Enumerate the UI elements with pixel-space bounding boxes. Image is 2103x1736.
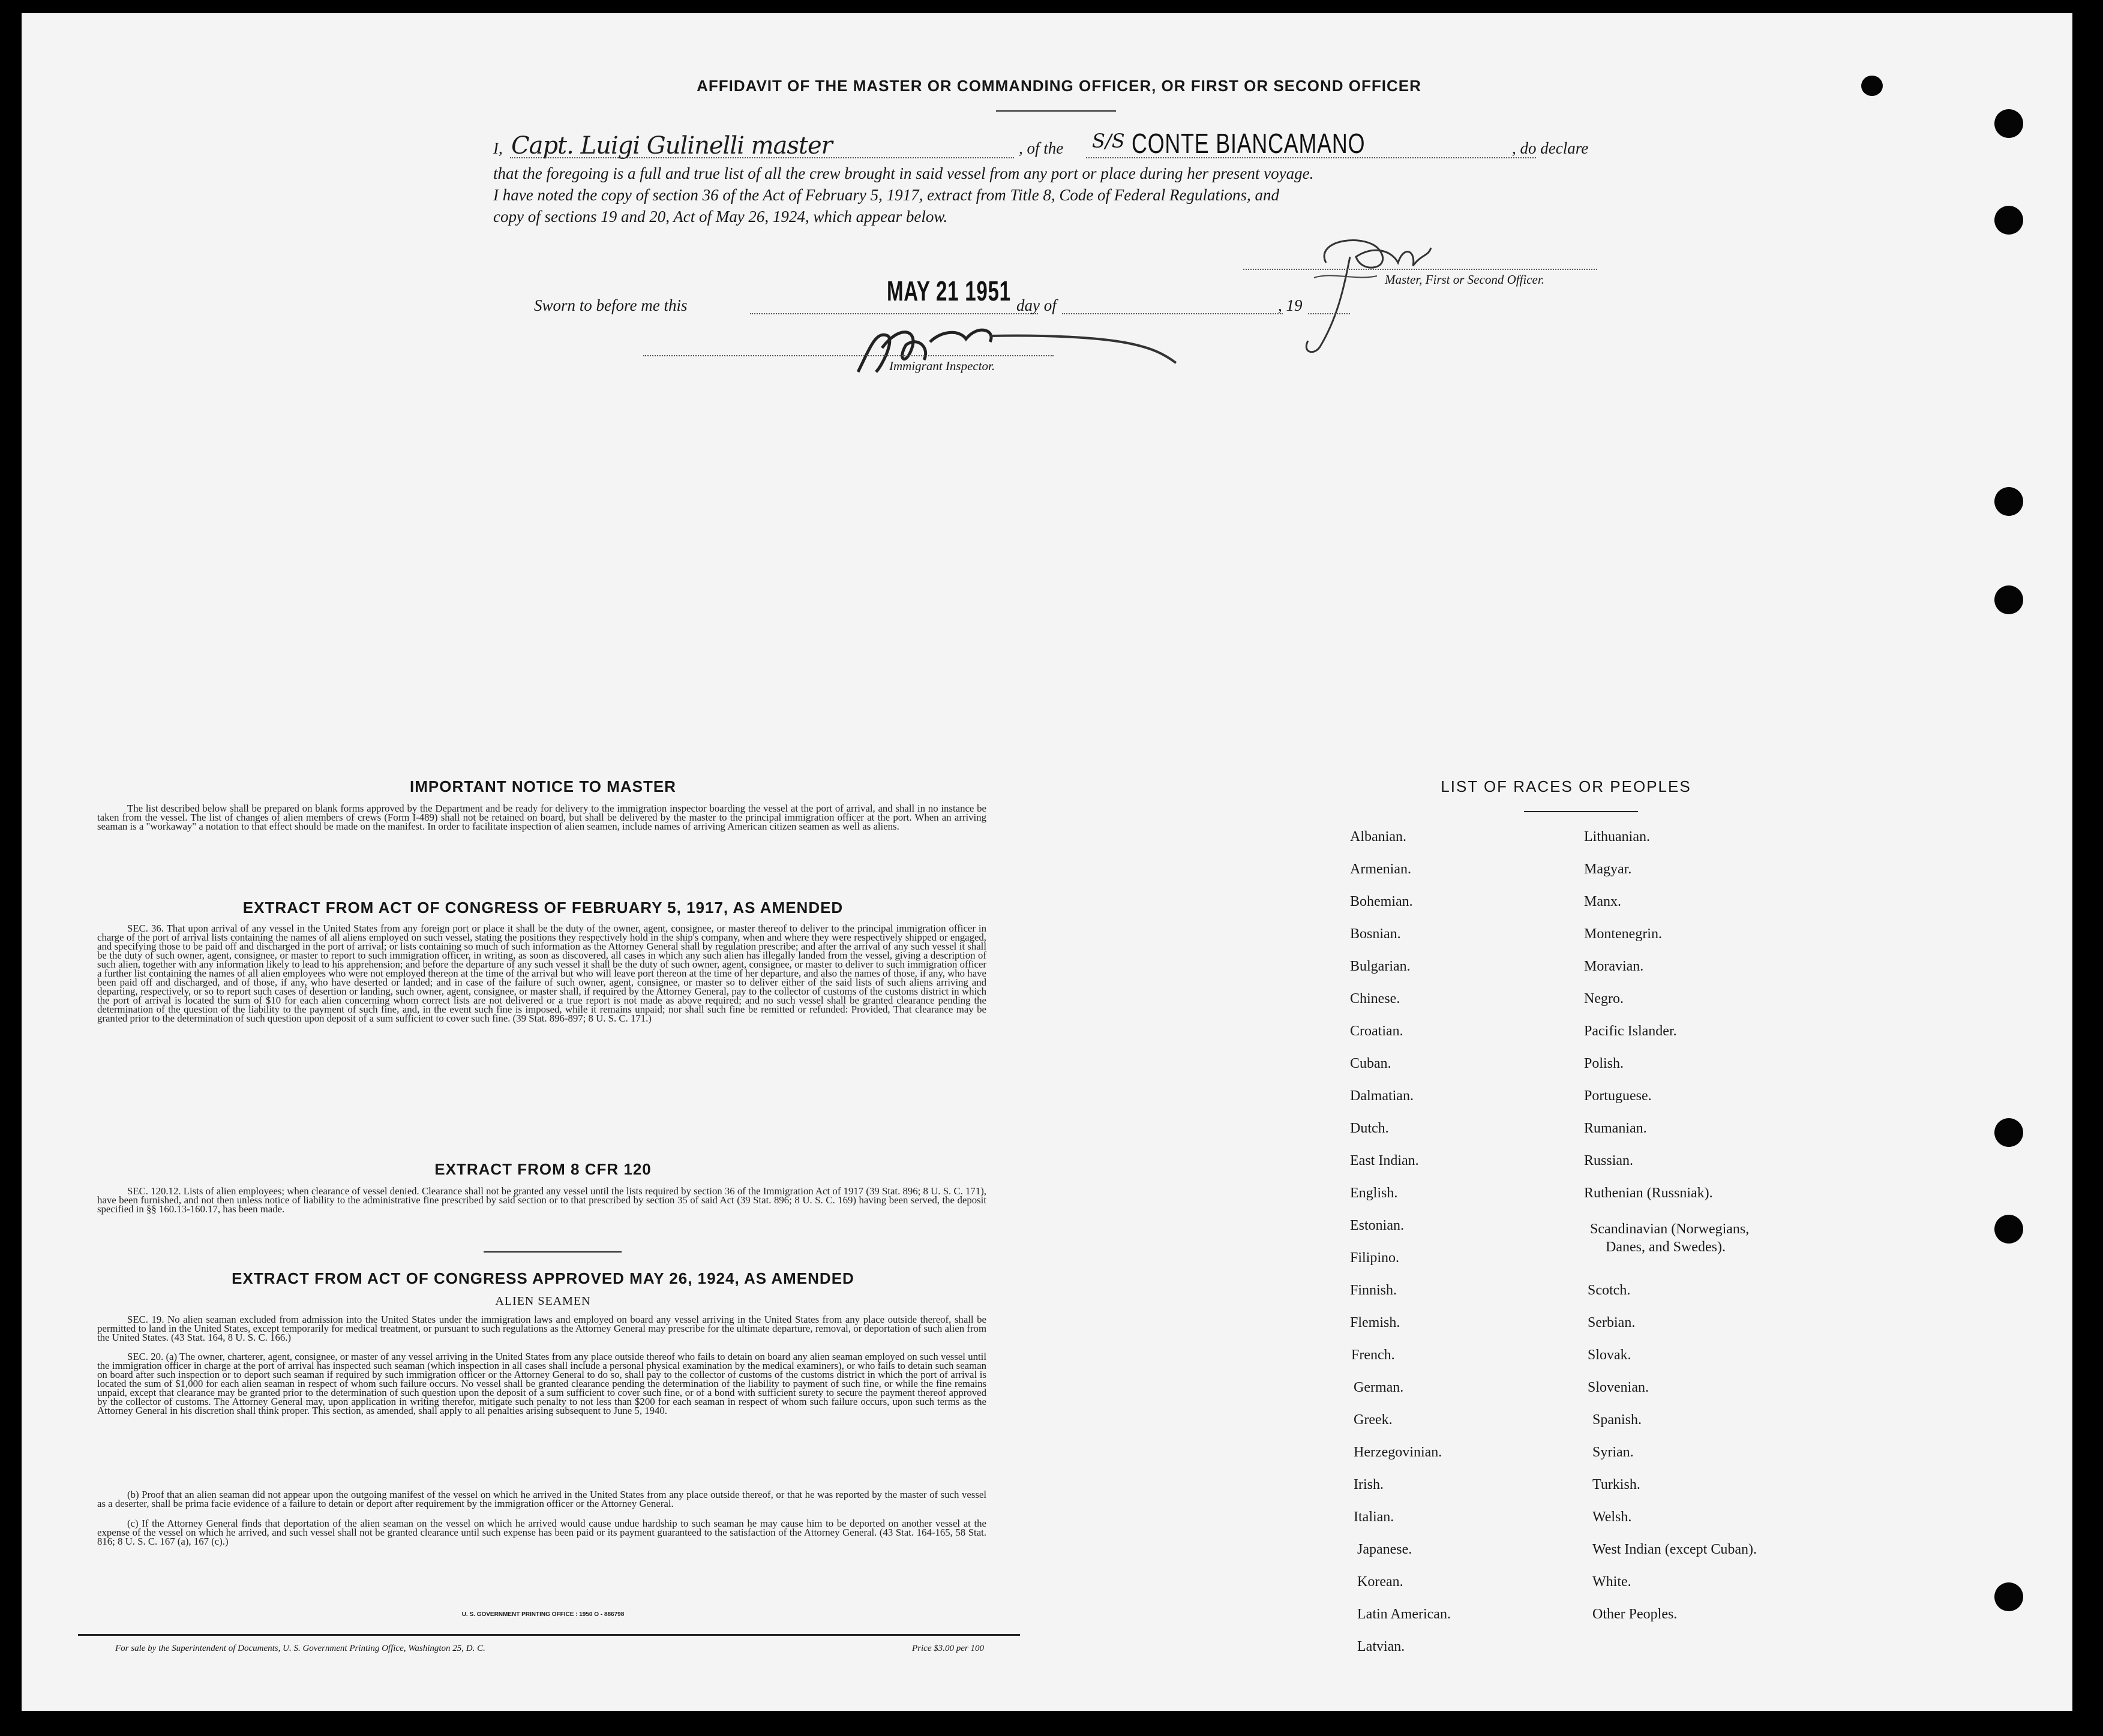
footer-price-text: Price $3.00 per 100 bbox=[912, 1644, 984, 1653]
race-item: Lithuanian. bbox=[1584, 829, 1650, 845]
footer-sale-text: For sale by the Superintendent of Documents, U. S. Government Printing Office, Washington 25, D. C. bbox=[115, 1644, 485, 1653]
race-item: Albanian. bbox=[1350, 829, 1406, 845]
declaration-line-2: that the foregoing is a full and true list of all the crew brought in said vessel from any port or place during her present voyage. bbox=[493, 164, 1314, 182]
punch-hole bbox=[1994, 206, 2023, 235]
alien-seamen-subheading: ALIEN SEAMEN bbox=[495, 1295, 591, 1308]
race-item: Latvian. bbox=[1357, 1639, 1405, 1654]
race-item: Filipino. bbox=[1350, 1250, 1400, 1266]
race-item: English. bbox=[1350, 1185, 1398, 1201]
race-item: Rumanian. bbox=[1584, 1121, 1647, 1136]
extract-cfr-heading: EXTRACT FROM 8 CFR 120 bbox=[434, 1160, 652, 1178]
race-item: Bulgarian. bbox=[1350, 959, 1411, 974]
race-item: Montenegrin. bbox=[1584, 926, 1662, 942]
race-item: Slovak. bbox=[1588, 1347, 1631, 1363]
race-item: Spanish. bbox=[1592, 1412, 1642, 1428]
declaration-line-3: I have noted the copy of section 36 of the Act of February 5, 1917, extract from Title 8, Code of Federal Regulations, and bbox=[493, 186, 1280, 204]
race-item: Magyar. bbox=[1584, 861, 1632, 877]
declaration-line-4: copy of sections 19 and 20, Act of May 26, 1924, which appear below. bbox=[493, 208, 948, 226]
punch-hole bbox=[1994, 1215, 2023, 1244]
punch-hole bbox=[1994, 1582, 2023, 1611]
punch-hole bbox=[1861, 76, 1883, 96]
races-heading: LIST OF RACES OR PEOPLES bbox=[1441, 777, 1691, 795]
race-item: Danes, and Swedes). bbox=[1606, 1239, 1726, 1255]
race-item: White. bbox=[1592, 1574, 1631, 1590]
document-page bbox=[22, 13, 2072, 1711]
race-item: German. bbox=[1354, 1380, 1404, 1395]
of-the-text: , of the bbox=[1019, 139, 1064, 157]
race-item: Pacific Islander. bbox=[1584, 1023, 1677, 1039]
master-signature bbox=[1278, 221, 1458, 359]
title-rule bbox=[996, 110, 1116, 112]
punch-hole bbox=[1994, 1118, 2023, 1147]
race-item: Finnish. bbox=[1350, 1283, 1397, 1298]
master-caption: Master, First or Second Officer. bbox=[1385, 272, 1544, 287]
footer-rule bbox=[78, 1634, 1020, 1636]
race-item: Serbian. bbox=[1588, 1315, 1636, 1330]
race-item: Dutch. bbox=[1350, 1121, 1389, 1136]
race-item: Korean. bbox=[1357, 1574, 1403, 1590]
notice-heading: IMPORTANT NOTICE TO MASTER bbox=[410, 777, 676, 795]
vessel-line bbox=[1086, 157, 1536, 158]
race-item: Chinese. bbox=[1350, 991, 1400, 1007]
race-item: East Indian. bbox=[1350, 1153, 1419, 1169]
race-item: Ruthenian (Russniak). bbox=[1584, 1185, 1713, 1201]
year-prefix: , 19 bbox=[1278, 296, 1303, 314]
date-stamp: MAY 21 1951 bbox=[887, 275, 1011, 307]
race-item: Scotch. bbox=[1588, 1283, 1631, 1298]
race-item: Italian. bbox=[1354, 1509, 1394, 1525]
race-item: West Indian (except Cuban). bbox=[1592, 1542, 1757, 1557]
race-item: Turkish. bbox=[1592, 1477, 1640, 1492]
race-item: Syrian. bbox=[1592, 1444, 1634, 1460]
sworn-label: Sworn to before me this bbox=[534, 296, 688, 314]
master-signature-line bbox=[1243, 269, 1597, 270]
punch-hole bbox=[1994, 109, 2023, 138]
race-item: Croatian. bbox=[1350, 1023, 1403, 1039]
race-item: Irish. bbox=[1354, 1477, 1384, 1492]
day-of-text: day of bbox=[1016, 296, 1057, 314]
do-declare-text: , do declare bbox=[1512, 139, 1589, 157]
vessel-name-typed: CONTE BIANCAMANO bbox=[1132, 128, 1366, 159]
race-item: Moravian. bbox=[1584, 959, 1644, 974]
extract-1924-sec19: SEC. 19. No alien seaman excluded from admission into the United States under the immigration laws and employed on board any vessel arriving in the United States from any place outside thereof, shall be permitted to land in the United States, except temporarily for medical treatment, or pursuant to such regulations as the Attorney General may prescribe for the ultimate departure, removal, or deportation of such alien from the United States. (43 Stat. 164, 8 U. S. C. 166.) bbox=[97, 1314, 986, 1343]
inspector-line bbox=[643, 355, 1054, 356]
race-item: Other Peoples. bbox=[1592, 1606, 1678, 1622]
race-item: Armenian. bbox=[1350, 861, 1411, 877]
race-item: Japanese. bbox=[1357, 1542, 1412, 1557]
race-item: Manx. bbox=[1584, 894, 1621, 909]
race-item: Flemish. bbox=[1350, 1315, 1400, 1330]
i-prefix: I, bbox=[493, 139, 503, 157]
race-item: Polish. bbox=[1584, 1056, 1624, 1071]
race-item: Estonian. bbox=[1350, 1218, 1404, 1233]
year-line bbox=[1308, 313, 1350, 314]
race-item: Negro. bbox=[1584, 991, 1624, 1007]
extract-cfr-text: SEC. 120.12. Lists of alien employees; when clearance of vessel denied. Clearance shall not be granted any vessel until the lists required by section 36 of the Immigration Act of 1917 (39 Stat. 896; 8 U. S. C. 171), have been furnished, and not then unless notice of liability to the administrative fine prescribed by said section or to that prescribed by section 35 of said Act (39 Stat. 896; 8 U. S. C. 169) having been served, the deposit specified in §§ 160.13-160.17, has been made. bbox=[97, 1185, 986, 1215]
race-item: Latin American. bbox=[1357, 1606, 1451, 1622]
declarant-line bbox=[510, 157, 1014, 158]
inspector-caption: Immigrant Inspector. bbox=[889, 359, 995, 373]
race-item: Dalmatian. bbox=[1350, 1088, 1414, 1104]
extract-1917-text: SEC. 36. That upon arrival of any vessel in the United States from any foreign port or place it shall be the duty of the owner, agent, consignee, or master thereof to deliver to the principal immigration officer in charge of the port of arrival lists containing the names of all aliens employed on such vessel, stating the positions they respectively hold in the ship's company, when and where they were respectively shipped or engaged, and specifying those to be paid off and discharged in the port of arrival; or lists containing so much of such information as the Attorney General shall by regulation prescribe; and after the arrival of any such vessel it shall be the duty of such owner, agent, consignee, or master to report to such immigration officer, in writing, as soon as discovered, all cases in which any such alien has illegally landed from the vessel, giving a description of such alien, together with any information likely to lead to his apprehension; and before the departure of any such vessel it shall be the duty of such owner, agent, consignee, or master to deliver to such immigration officer a further list containing the names of all alien employees who were not employed thereon at the time of the arrival but who will leave port thereon at the time of her departure, and also the names of those, if any, who have been paid off and discharged, and of those, if any, who have deserted or landed; and in case of the failure of such owner, agent, consignee, or master so to deliver either of the said lists of such aliens arriving and departing, respectively, or so to report such cases of desertion or landing, such owner, agent, consignee, or master shall, if required by the Attorney General, pay to the collector of customs of the customs district in which the port of arrival is located the sum of $10 for each alien concerning whom correct lists are not delivered or a true report is not made as above required; and no such vessel shall be granted clearance pending the determination of the question of the liability to the payment of such fine, and, in the event such fine is imposed, while it remains unpaid; nor shall such fine be remitted or refunded: Provided, That clearance may be granted prior to the determination of such question upon deposit of a sum sufficient to cover such fine. (39 Stat. 896-897; 8 U. S. C. 171.) bbox=[97, 923, 986, 1024]
cfr-rule bbox=[484, 1251, 622, 1253]
gpo-imprint: U. S. GOVERNMENT PRINTING OFFICE : 1950 O - 886798 bbox=[461, 1611, 625, 1618]
races-rule bbox=[1524, 811, 1638, 812]
race-item: Portuguese. bbox=[1584, 1088, 1652, 1104]
race-item: Herzegovinian. bbox=[1354, 1444, 1442, 1460]
race-item: Bosnian. bbox=[1350, 926, 1401, 942]
race-item: Russian. bbox=[1584, 1153, 1634, 1169]
race-item: Slovenian. bbox=[1588, 1380, 1649, 1395]
vessel-prefix-handwritten: S/S bbox=[1092, 130, 1125, 152]
race-item: Greek. bbox=[1354, 1412, 1393, 1428]
race-item: French. bbox=[1351, 1347, 1395, 1363]
race-item: Welsh. bbox=[1592, 1509, 1632, 1525]
punch-hole bbox=[1994, 487, 2023, 516]
notice-text: The list described below shall be prepared on blank forms approved by the Department and be ready for delivery to the immigration inspector boarding the vessel at the port of arrival, and shall in no instance be taken from the vessel. The list of changes of alien members of crews (Form I-489) shall not be retained on board, but shall be delivered by the master to the principal immigration officer at the port. When an arriving seaman is a "workaway" a notation to that effect should be made on the manifest. In order to facilitate inspection of alien seamen, include names of arriving American citizen seamen as well as aliens. bbox=[97, 803, 986, 832]
declaration-line-1 bbox=[456, 128, 1626, 164]
declarant-handwritten: Capt. Luigi Gulinelli master bbox=[511, 132, 832, 160]
race-item: Cuban. bbox=[1350, 1056, 1391, 1071]
race-item: Scandinavian (Norwegians, bbox=[1590, 1221, 1750, 1237]
affidavit-title: AFFIDAVIT OF THE MASTER OR COMMANDING OFFICER, OR FIRST OR SECOND OFFICER bbox=[697, 77, 1421, 95]
extract-1924-sec20b: (b) Proof that an alien seaman did not appear upon the outgoing manifest of the vessel on which he arrived in the United States from any place outside thereof, or that he was reported by the master of such vessel as a deserter, shall be prima facie evidence of a failure to detain or deport after requirement by the immigration officer or the Attorney General. bbox=[97, 1489, 986, 1509]
punch-hole bbox=[1994, 585, 2023, 614]
extract-1924-heading: EXTRACT FROM ACT OF CONGRESS APPROVED MAY 26, 1924, AS AMENDED bbox=[232, 1269, 854, 1287]
race-item: Bohemian. bbox=[1350, 894, 1413, 909]
extract-1924-sec20a: SEC. 20. (a) The owner, charterer, agent, consignee, or master of any vessel arriving in the United States from any place outside thereof who fails to detain on board any alien seaman employed on such vessel until the immigration officer in charge at the port of arrival has inspected such seaman (which inspection in all cases shall include a personal physical examination by the medical examiners), or who fails to detain such seaman on board after such inspection or to deport such seaman if required by such immigration officer or the Attorney General to do so, shall pay to the collector of customs of the customs district in which the port of arrival is located the sum of $1,000 for each alien seaman in respect of whom such failure occurs. No vessel shall be granted clearance pending the determination of the liability to payment of such fine, or while the fine remains unpaid, except that clearance may be granted prior to the determination of such question upon the deposit of a sum sufficient to cover such fine, or of a bond with sufficient surety to secure the payment thereof approved by the collector of customs. The Attorney General may, upon application in writing therefor, mitigate such penalty to not less than $200 for each seaman in respect of whom such failure occurs, upon such terms as the Attorney General in his discretion shall think proper. This section, as amended, shall apply to all penalties arising subsequent to June 5, 1940. bbox=[97, 1351, 986, 1416]
extract-1917-heading: EXTRACT FROM ACT OF CONGRESS OF FEBRUARY 5, 1917, AS AMENDED bbox=[242, 899, 844, 917]
extract-1924-sec20c: (c) If the Attorney General finds that deportation of the alien seaman on the vessel on which he arrived would cause undue hardship to such seaman he may cause him to be deported on another vessel at the expense of the vessel on which he arrived, and such vessel shall not be granted clearance until such expense has been paid or its payment guaranteed to the satisfaction of the Attorney General. (43 Stat. 164-165, 58 Stat. 816; 8 U. S. C. 167 (a), 167 (c).) bbox=[97, 1518, 986, 1547]
